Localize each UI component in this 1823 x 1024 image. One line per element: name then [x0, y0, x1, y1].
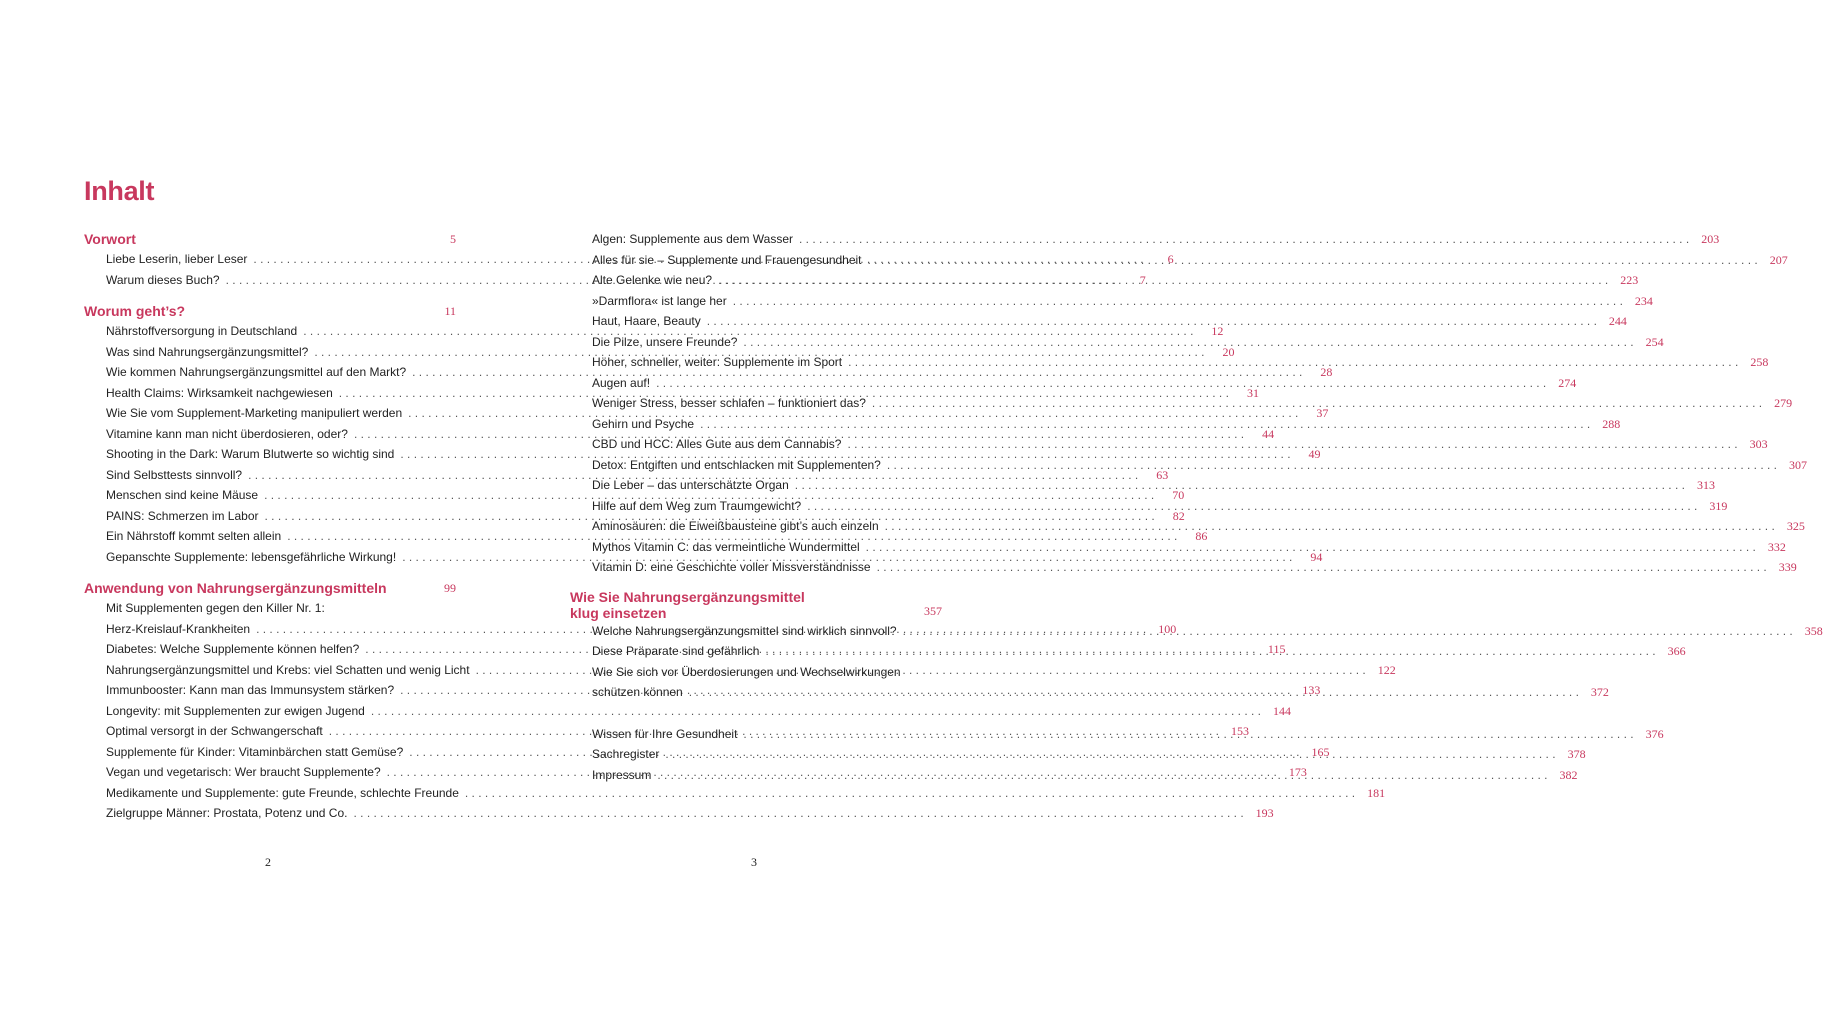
page-number: 254: [1645, 334, 1664, 349]
toc-entry[interactable]: Warum dieses Buch? . . . 7: [84, 270, 456, 291]
toc-entry[interactable]: Supplemente für Kinder: Vitaminbärchen statt Gemüse? . . . 165: [84, 742, 456, 763]
page-number: 274: [1558, 375, 1577, 390]
toc-entry[interactable]: Wie Sie sich vor Überdosierungen und Wechselwirkungen: [592, 664, 901, 679]
leader-dots: [701, 311, 1601, 332]
page-number: 307: [1789, 457, 1808, 472]
page-number: 288: [1602, 416, 1621, 431]
page-number: 99: [444, 581, 456, 595]
toc-entry[interactable]: Immunbooster: Kann man das Immunsystem stärken? . . . 133: [84, 680, 456, 701]
leader-dots: [789, 475, 1689, 496]
page-title: Inhalt: [84, 176, 155, 206]
section-title: Wie Sie Nahrungsergänzungsmittel klug einsetzen: [570, 588, 805, 621]
toc-entry[interactable]: Medikamente und Supplemente: gute Freunde, schlechte Freunde . . . 181: [84, 783, 456, 804]
toc-section-anwendung[interactable]: [84, 578, 456, 598]
toc-entry[interactable]: Gepanschte Supplemente: lebensgefährliche Wirkung! . . . 94: [84, 547, 456, 568]
page-number: 153: [1230, 724, 1249, 738]
page-number: 319: [1709, 498, 1728, 513]
section-title: Anwendung von Nahrungsergänzungsmitteln: [84, 580, 387, 596]
page-number: 5: [450, 232, 456, 246]
leader-dots: [793, 229, 1693, 250]
page-number: 94: [1310, 549, 1323, 564]
page-number: 203: [1701, 232, 1720, 246]
toc-entry[interactable]: Longevity: mit Supplementen zur ewigen Jugend . . . 144: [84, 701, 456, 722]
toc-entry[interactable]: Aminosäuren: die Eiweißbausteine gibt’s auch einzeln . . . 325: [570, 516, 942, 537]
toc-entry[interactable]: Augen auf! . . . 274: [570, 373, 942, 394]
toc-entry[interactable]: Diese Präparate sind gefährlich . . . 366: [570, 641, 942, 662]
toc-entry[interactable]: Alles für sie – Supplemente und Frauengesundheit . . . 207: [570, 250, 942, 271]
page-number: 339: [1778, 560, 1797, 574]
page-number: 258: [1750, 355, 1769, 369]
toc-entry[interactable]: Hilfe auf dem Weg zum Traumgewicht? . . . 319: [570, 496, 942, 517]
leader-dots: [727, 291, 1627, 312]
page-number: 378: [1567, 747, 1586, 761]
section-title: Vorwort: [84, 231, 136, 247]
leader-dots: [694, 414, 1594, 435]
leader-dots: [651, 765, 1551, 786]
page-number: 382: [1559, 767, 1578, 782]
page-number: 366: [1667, 644, 1686, 658]
page-number: 325: [1786, 519, 1805, 533]
leader-dots: [659, 744, 1559, 765]
toc-entry[interactable]: Diabetes: Welche Supplemente können helfen? . . . 115: [84, 639, 456, 660]
toc-entry[interactable]: Welche Nahrungsergänzungsmittel sind wirklich sinnvoll? . . . 358: [570, 621, 942, 642]
toc-entry[interactable]: Optimal versorgt in der Schwangerschaft . . . 153: [84, 721, 456, 742]
toc-entry[interactable]: Nährstoffversorgung in Deutschland . . . 12: [84, 321, 456, 342]
leader-dots: [866, 393, 1766, 414]
toc-entry[interactable]: Wie Sie vom Supplement-Marketing manipuliert werden . . . 37: [84, 403, 456, 424]
toc-entry[interactable]: Wie kommen Nahrungsergänzungsmittel auf den Markt? . . . 28: [84, 362, 456, 383]
page-number: 358: [1804, 623, 1823, 638]
toc-entry[interactable]: Die Leber – das unterschätzte Organ . . . 313: [570, 475, 942, 496]
page-number: 332: [1767, 539, 1786, 554]
leader-dots: [712, 270, 1612, 291]
leader-dots: [897, 621, 1797, 642]
page-number: 303: [1749, 437, 1768, 451]
page-number: 49: [1308, 447, 1321, 461]
page-number: 28: [1320, 365, 1333, 379]
toc-entry[interactable]: Nahrungsergänzungsmittel und Krebs: viel Schatten und wenig Licht . . . 122: [84, 660, 456, 681]
toc-entry[interactable]: Vitamin D: eine Geschichte voller Missverständnisse . . . 339: [570, 557, 942, 578]
toc-entry[interactable]: Liebe Leserin, lieber Leser . . . 6: [84, 249, 456, 270]
page-number: 11: [444, 304, 456, 318]
leader-dots: [862, 250, 1762, 271]
section-title: Worum geht’s?: [84, 303, 186, 319]
page-number: 372: [1590, 685, 1609, 699]
toc-entry[interactable]: Was sind Nahrungsergänzungsmittel? . . . 20: [84, 342, 456, 363]
toc-entry[interactable]: Höher, schneller, weiter: Supplemente im Sport . . . 258: [570, 352, 942, 373]
toc-section-worum[interactable]: [84, 301, 456, 321]
toc-section-vorwort[interactable]: [84, 229, 456, 249]
page-number: 7: [1139, 272, 1146, 287]
page-folio-left: 2: [265, 855, 271, 869]
leader-dots: [347, 803, 1247, 824]
page-number: 244: [1608, 314, 1627, 328]
page-number: 63: [1156, 467, 1169, 482]
page-number: 122: [1377, 662, 1396, 677]
leader-dots: [737, 332, 1637, 353]
toc-entry[interactable]: Mythos Vitamin C: das vermeintliche Wundermittel . . . 332: [570, 537, 942, 558]
page-number: 313: [1696, 478, 1715, 492]
toc-entry[interactable]: Wissen für Ihre Gesundheit . . . 376: [570, 724, 942, 745]
toc-entry[interactable]: Vitamine kann man nicht überdosieren, oder? . . . 44: [84, 424, 456, 445]
leader-dots: [759, 641, 1659, 662]
toc-entry[interactable]: Mit Supplementen gegen den Killer Nr. 1:: [106, 601, 325, 615]
leader-dots: [879, 516, 1779, 537]
toc-section-klug-einsetzen[interactable]: [570, 589, 942, 621]
toc-entry[interactable]: »Darmflora« ist lange her . . . 234: [570, 291, 942, 312]
toc-entry[interactable]: Shooting in the Dark: Warum Blutwerte so wichtig sind . . . 49: [84, 444, 456, 465]
leader-dots: [650, 373, 1550, 394]
leader-dots: [860, 537, 1760, 558]
page-number: 133: [1302, 683, 1321, 697]
toc-entry[interactable]: Sind Selbsttests sinnvoll? . . . 63: [84, 465, 456, 486]
page-number: 86: [1195, 529, 1208, 543]
page-number: 20: [1222, 344, 1235, 359]
page-number: 70: [1172, 488, 1185, 502]
leader-dots: [801, 496, 1701, 517]
page-number: 6: [1167, 252, 1174, 266]
toc-entry[interactable]: Impressum . . . 382: [570, 765, 942, 786]
toc-entry[interactable]: Alte Gelenke wie neu? . . . 223: [570, 270, 942, 291]
toc-entry[interactable]: Vegan und vegetarisch: Wer braucht Supplemente? . . . 173: [84, 762, 456, 783]
page-number: 37: [1316, 406, 1329, 420]
page-number: 223: [1620, 273, 1639, 287]
leader-dots: [842, 352, 1742, 373]
toc-entry[interactable]: Weniger Stress, besser schlafen – funktioniert das? . . . 279: [570, 393, 942, 414]
page-number: 31: [1246, 385, 1259, 400]
page-number: 234: [1634, 293, 1653, 308]
toc-entry[interactable]: Die Pilze, unsere Freunde? . . . 254: [570, 332, 942, 353]
toc-entry[interactable]: Sachregister . . . 378: [570, 744, 942, 765]
page-number: 82: [1172, 508, 1185, 523]
page-number: 100: [1158, 621, 1177, 636]
page-number: 173: [1288, 765, 1307, 779]
toc-entry[interactable]: CBD und HCC: Alles Gute aus dem Cannabis? . . . 303: [570, 434, 942, 455]
toc-entry[interactable]: schützen können . . . 372: [570, 682, 942, 703]
toc-entry[interactable]: Herz-Kreislauf-Krankheiten . . . 100: [84, 619, 456, 640]
page-number: 165: [1311, 744, 1330, 759]
page-number: 376: [1645, 726, 1664, 741]
toc-entry[interactable]: Zielgruppe Männer: Prostata, Potenz und Co. . . . 193: [84, 803, 456, 824]
page-number: 115: [1267, 642, 1286, 656]
toc-entry[interactable]: PAINS: Schmerzen im Labor . . . 82: [84, 506, 456, 527]
toc-entry[interactable]: Ein Nährstoff kommt selten allein . . . 86: [84, 526, 456, 547]
toc-entry[interactable]: Gehirn und Psyche . . . 288: [570, 414, 942, 435]
toc-entry[interactable]: Detox: Entgiften und entschlacken mit Supplementen? . . . 307: [570, 455, 942, 476]
page-folio-right: 3: [751, 855, 757, 869]
page-number: 193: [1255, 806, 1274, 820]
page-number: 207: [1769, 252, 1788, 267]
toc-entry[interactable]: Menschen sind keine Mäuse . . . 70: [84, 485, 456, 506]
toc-entry[interactable]: Health Claims: Wirksamkeit nachgewiesen . . . 31: [84, 383, 456, 404]
page-number: 44: [1262, 426, 1275, 441]
leader-dots: [871, 557, 1771, 578]
toc-entry[interactable]: Haut, Haare, Beauty . . . 244: [570, 311, 942, 332]
page-number: 12: [1211, 324, 1224, 338]
page-number: 357: [924, 603, 942, 618]
leader-dots: [881, 455, 1781, 476]
page-number: 181: [1367, 785, 1386, 800]
toc-entry[interactable]: Algen: Supplemente aus dem Wasser . . . 203: [570, 229, 942, 250]
leader-dots: [841, 434, 1741, 455]
leader-dots: [737, 724, 1637, 745]
page-number: 279: [1774, 396, 1793, 410]
leader-dots: [459, 783, 1359, 804]
leader-dots: [683, 682, 1583, 703]
page-number: 144: [1273, 703, 1292, 718]
